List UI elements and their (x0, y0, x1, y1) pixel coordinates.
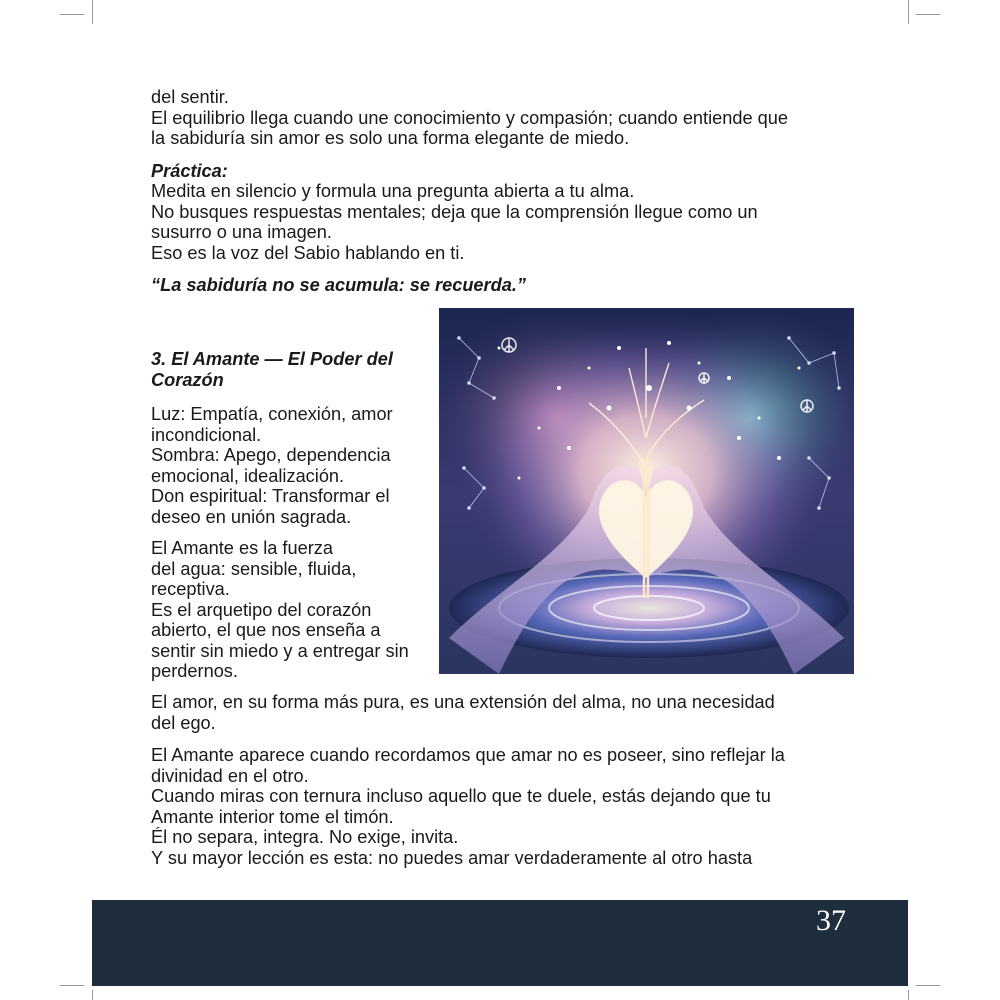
paragraph-line: Medita en silencio y formula una pregunta abierta a tu alma. (151, 181, 635, 201)
intro-line: del agua: sensible, fluida, (151, 558, 357, 579)
section-column (151, 349, 426, 682)
intro-line: sentir sin miedo y a entregar sin (151, 640, 409, 661)
paragraph-line: la sabiduría sin amor es solo una forma elegante de miedo. (151, 128, 630, 148)
page-number: 37 (816, 904, 846, 937)
crop-mark (908, 0, 909, 24)
paragraph-line: susurro o una imagen. (151, 222, 332, 242)
crop-mark (916, 14, 940, 15)
paragraph-line: del sentir. (151, 87, 229, 107)
page-footer (92, 900, 908, 986)
crop-mark (92, 0, 93, 24)
intro-line: Es el arquetipo del corazón (151, 599, 372, 620)
intro-line: receptiva. (151, 579, 230, 599)
paragraph-line: del ego. (151, 712, 216, 733)
body-continued (151, 692, 851, 868)
trait-line: emocional, idealización. (151, 465, 345, 486)
heart-hands-illustration (439, 308, 854, 674)
intro-line: El Amante es la fuerza (151, 538, 333, 558)
crop-mark (92, 990, 93, 1000)
crop-mark (916, 985, 940, 986)
paragraph-line: El Amante aparece cuando recordamos que amar no es poseer, sino reflejar la (151, 745, 785, 765)
crop-mark (60, 14, 84, 15)
paragraph-line: El amor, en su forma más pura, es una extensión del alma, no una necesidad (151, 692, 775, 712)
paragraph-line: Cuando miras con ternura incluso aquello que te duele, estás dejando que tu (151, 786, 771, 806)
paragraph-line: No busques respuestas mentales; deja que la comprensión llegue como un (151, 201, 758, 222)
paragraph-line: Él no separa, integra. No exige, invita. (151, 827, 459, 847)
trait-line: deseo en unión sagrada. (151, 506, 352, 527)
paragraph-line: Amante interior tome el timón. (151, 806, 394, 827)
section-title: 3. El Amante — El Poder del (151, 349, 393, 369)
trait-line: Sombra: Apego, dependencia (151, 445, 391, 465)
body-top (151, 87, 851, 296)
intro-line: abierto, el que nos enseña a (151, 620, 381, 640)
crop-mark (908, 990, 909, 1000)
paragraph-line: Eso es la voz del Sabio hablando en ti. (151, 242, 465, 263)
quote: “La sabiduría no se acumula: se recuerda.” (151, 275, 527, 295)
practice-heading: Práctica: (151, 160, 228, 181)
crop-mark (60, 985, 84, 986)
trait-line: Luz: Empatía, conexión, amor (151, 404, 393, 424)
trait-line: incondicional. (151, 424, 262, 445)
intro-line: perdernos. (151, 661, 238, 681)
section-title: Corazón (151, 370, 224, 390)
trait-line: Don espiritual: Transformar el (151, 486, 390, 506)
paragraph-line: El equilibrio llega cuando une conocimiento y compasión; cuando entiende que (151, 107, 788, 128)
paragraph-line: Y su mayor lección es esta: no puedes amar verdaderamente al otro hasta (151, 847, 753, 868)
paragraph-line: divinidad en el otro. (151, 765, 309, 786)
